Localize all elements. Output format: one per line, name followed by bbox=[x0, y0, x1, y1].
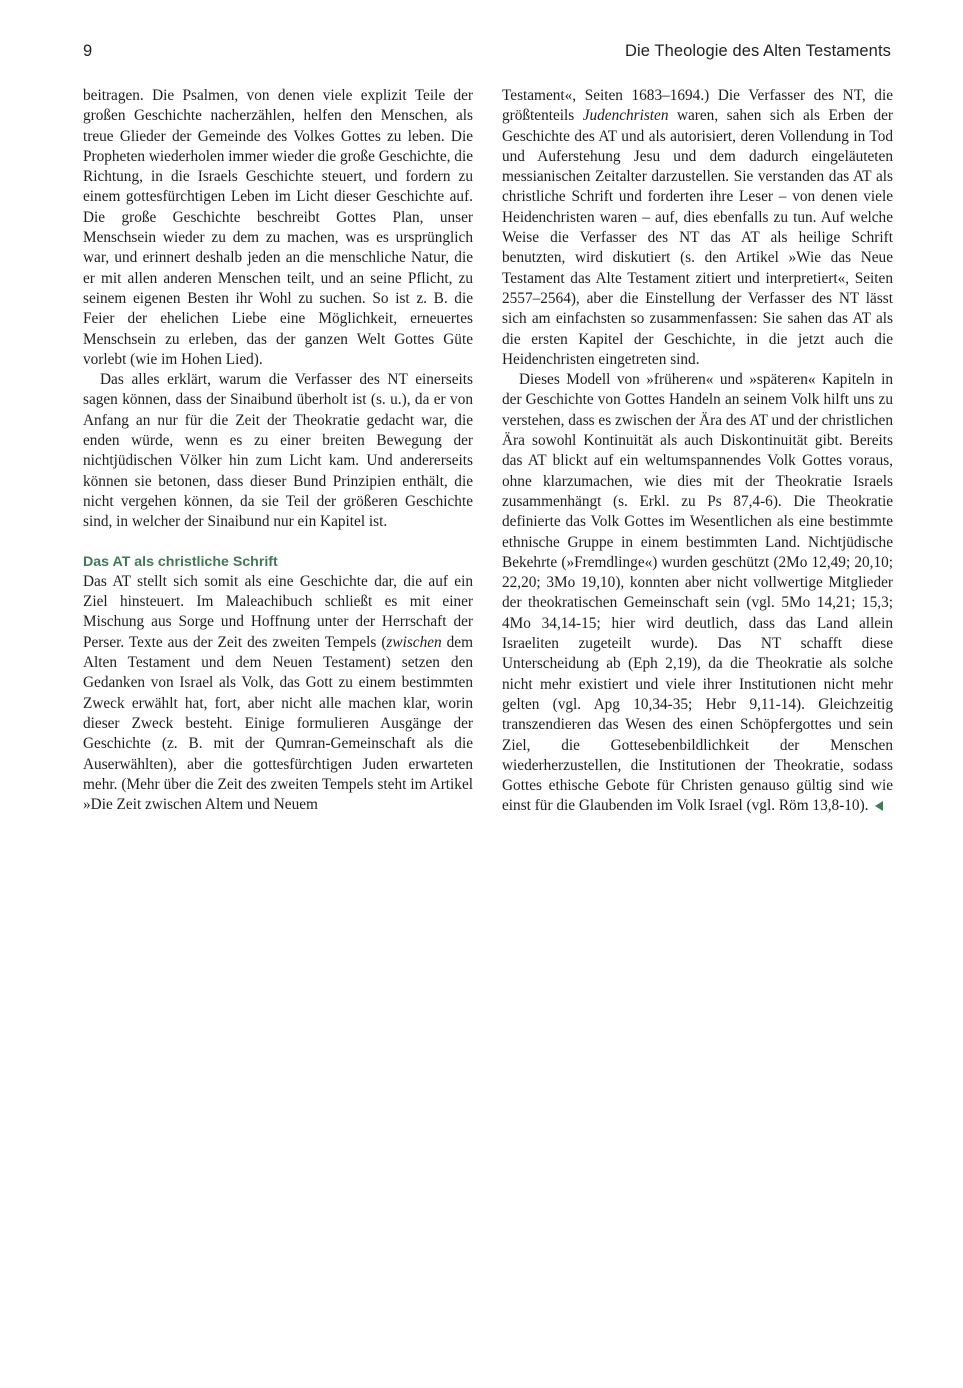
page-number: 9 bbox=[83, 42, 93, 60]
paragraph-text: Testament«, Seiten 1683–1694.) Die Verfasser des NT, die größtenteils bbox=[502, 87, 893, 125]
running-title: Die Theologie des Alten Testaments bbox=[624, 42, 891, 60]
left-triangle-end-icon bbox=[875, 801, 883, 811]
section-heading: Das AT als christliche Schrift bbox=[83, 553, 278, 570]
paragraph: beitragen. Die Psalmen, von denen viele explizit Teile der großen Geschichte nacherzählen, helfen den Menschen, als treue Glieder der Gemeinde des Volkes Gottes zu leben. Die Propheten wiederholen immer wieder die große Geschichte, die Richtung, in die Israels Geschichte steuert, und fordern zu einem gottesfürchtigen Leben im Licht dieser Geschichte auf. Die große Geschichte beschreibt Gottes Plan, unser Menschsein wieder zu dem zu machen, was es ursprünglich war, und erinnert deshalb jeden an die menschliche Natur, die er mit allen anderen Menschen teilt, und an seine Pflicht, zu seinem eigenen Besten ihr Wohl zu suchen. So ist z. B. die Feier der ehelichen Liebe eine Möglichkeit, erneuertes Menschsein zu erleben, das der ganzen Welt Gottes Güte vorlebt (wie im Hohen Lied). bbox=[83, 87, 473, 368]
paragraph bbox=[502, 86, 893, 370]
paragraph-text: Das AT stellt sich somit als eine Geschichte dar, die auf ein Ziel hinsteuert. Im Maleachibuch schließt es mit einer Mischung aus Sorge und Hoffnung unter der Herrschaft der Perser. Texte aus der Zeit des zweiten Tempels ( bbox=[83, 572, 473, 651]
emphasis-text: Judenchristen bbox=[582, 107, 669, 125]
paragraph: Das alles erklärt, warum die Verfasser des NT einerseits sagen können, dass der Sinaibund überholt ist (s. u.), da er von Anfang an nur für die Zeit der Theokratie gedacht war, die enden würde, wenn es zu einer breiten Bewegung der nichtjüdischen Völker hin zum Licht kam. Und andererseits können sie betonen, dass dieser Bund Prinzipien enthält, die nicht vergehen können, da sie Teil der größeren Geschichte sind, in welcher der Sinaibund nur ein Kapitel ist. bbox=[83, 371, 473, 531]
emphasis-text: zwischen bbox=[386, 633, 442, 651]
paragraph-text: dem Alten Testament und dem Neuen Testament) setzen den Gedanken von Israel als Volk, das Gott zu einem bestimmten Zweck erwählt hat, fort, aber nicht alle machen klar, worin dieser Zweck besteht. Einige formulieren Ausgänge der Geschichte (z. B. mit der Qumran-Gemeinschaft als die Auserwählten), aber die gottesfürchtigen Juden erwarteten mehr. (Mehr über die Zeit des zweiten Tempels steht im Artikel »Die Zeit zwischen Altem und Neuem bbox=[83, 633, 473, 814]
paragraph-text: waren, sahen sich als Erben der Geschichte des AT und als autorisiert, deren Vollendung in Tod und Auferstehung Jesu und dem dadurch eingeläuteten messianischen Zeitalter darzustellen. Sie verstanden das AT als christliche Schrift und forderten ihre Leser – von denen viele Heidenchristen waren – auf, dies ebenfalls zu tun. Auf welche Weise die Verfasser des NT das AT als heilige Schrift benutzten, wird diskutiert (s. den Artikel »Wie das Neue Testament das Alte Testament zitiert und interpretiert«, Seiten 2557–2564), aber die Einstellung der Verfasser des NT lässt sich am einfachsten so zusammenfassen: Sie sahen das AT als die ersten Kapitel der Geschichte, in die jetzt auch die Heidenchristen eingetreten sind. bbox=[502, 107, 893, 368]
paragraph bbox=[502, 370, 893, 817]
paragraph-text: Dieses Modell von »früheren« und »späteren« Kapiteln in der Geschichte von Gottes Handeln an seinem Volk hilft uns zu verstehen, dass es zwischen der Ära des AT und der christlichen Ära sowohl Kontinuität als auch Diskontinuität gibt. Bereits das AT blickt auf ein weltumspannendes Volk Gottes voraus, ohne klarzumachen, wie dies mit der Theokratie Israels zusammenhängt (s. Erkl. zu Ps 87,4-6). Die Theokratie definierte das Volk Gottes im Wesentlichen als eine bestimmte ethnische Gruppe in einem bestimmten Land. Nichtjüdische Bekehrte (»Fremdlinge«) wurden geschützt (2Mo 12,49; 20,10; 22,20; 3Mo 19,10), konnten aber nicht vollwertige Mitglieder der theokratischen Gemeinschaft sein (vgl. 5Mo 14,21; 15,3; 4Mo 34,14-15; hier wird deutlich, dass das Land allein Israeliten zugeteilt wurde). Das NT schafft diese Unterscheidung ab (Eph 2,19), da die Theokratie als solche nicht mehr existiert und viele ihrer Institutionen nicht mehr gelten (vgl. Apg 10,34-35; Hebr 9,11-14). Gleichzeitig transzendieren das Wesen des einen Schöpfergottes und sein Ziel, die Gottesebenbildlichkeit der Menschen wiederherzustellen, die Institutionen der Theokratie, sodass Gottes ethische Gebote für Christen genauso gültig sind wie einst für die Glaubenden im Volk Israel (vgl. Röm 13,8-10). bbox=[502, 371, 893, 815]
paragraph bbox=[83, 572, 473, 816]
left-column bbox=[83, 86, 473, 815]
page-header bbox=[83, 40, 891, 66]
right-column bbox=[502, 86, 893, 817]
